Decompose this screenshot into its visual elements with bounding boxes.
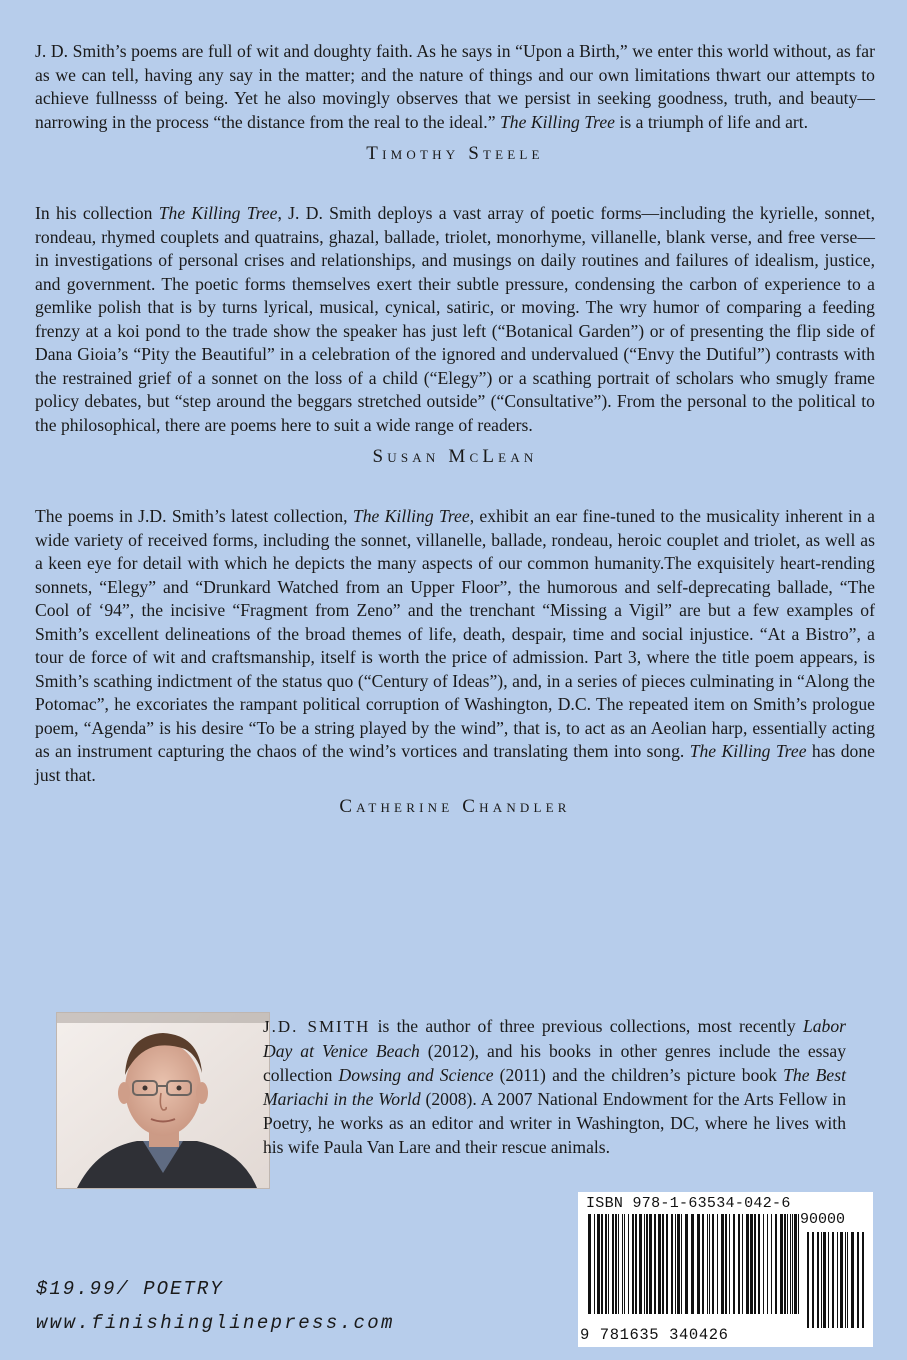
author-name: J.D. SMITH: [263, 1017, 371, 1036]
barcode-bar: [671, 1214, 673, 1314]
barcode-bar: [754, 1214, 756, 1314]
book-title: The Killing Tree: [689, 741, 807, 761]
barcode-bar: [758, 1214, 760, 1314]
barcode-bar: [709, 1214, 710, 1314]
barcode-bar: [721, 1214, 724, 1314]
barcode-bar: [612, 1214, 614, 1314]
book-title: Dowsing and Science: [338, 1065, 494, 1085]
book-title: The Killing Tree: [352, 506, 470, 526]
attribution-steele: Timothy Steele: [366, 143, 544, 164]
attribution-mclean: Susan McLean: [372, 446, 538, 467]
barcode-bar: [784, 1214, 786, 1314]
barcode-bar: [615, 1214, 617, 1314]
barcode-bars: [586, 1214, 801, 1314]
barcode-bar: [840, 1232, 843, 1328]
barcode-bar: [780, 1214, 783, 1314]
barcode-bar: [677, 1214, 680, 1314]
author-bio: [263, 1014, 846, 1159]
barcode-bar: [823, 1232, 826, 1328]
barcode-bar: [624, 1214, 625, 1314]
barcode-bar: [775, 1214, 777, 1314]
barcode-bar: [787, 1214, 788, 1314]
barcode-bar: [666, 1214, 668, 1314]
barcode-bar: [662, 1214, 664, 1314]
barcode-bar: [654, 1214, 656, 1314]
barcode-bar: [845, 1232, 846, 1328]
barcode-bar: [847, 1232, 848, 1328]
author-bio-text: is the author of three previous collections, most recently Labor Day at Venice Beach (2012), and his books in other genres include the essay collection Dowsing and Science (2011) and the children’s picture book The Best Mariachi in the World (2008). A 2007 National Endowment for the Arts Fellow in Poetry, he works as an editor and writer in Washington, DC, where he lives with his wife Paula Van Lare and their rescue animals.: [263, 1016, 846, 1157]
barcode-bar: [750, 1214, 753, 1314]
barcode-bar: [697, 1214, 700, 1314]
barcode-bar: [746, 1214, 749, 1314]
barcode-bar: [733, 1214, 735, 1314]
barcode-bar: [771, 1214, 772, 1314]
barcode-bar: [681, 1214, 682, 1314]
barcode-bar: [725, 1214, 727, 1314]
blurb-steele: J. D. Smith’s poems are full of wit and doughty faith. As he says in “Upon a Birth,” we enter this world without, as far as we can tell, having any say in the matter; and the nature of things and our own limitations thwart our attempts to achieve fullnesss of being. Yet he also movingly observes that we persist in seeking goodness, truth, and beauty—narrowing in the process “the distance from the real to the ideal.” The Killing Tree is a triumph of life and art.: [35, 41, 875, 132]
book-title: Labor Day at Venice Beach: [263, 1016, 846, 1061]
barcode-price-code: 90000: [800, 1211, 846, 1228]
barcode-bar: [729, 1214, 730, 1314]
barcode-bar: [644, 1214, 645, 1314]
barcode-bar: [649, 1214, 652, 1314]
author-photo: [56, 1012, 270, 1189]
blurbs-section: [35, 40, 875, 819]
barcode-bar: [738, 1214, 740, 1314]
barcode-bar: [608, 1214, 609, 1314]
barcode-bar: [588, 1214, 591, 1314]
barcode-bar: [792, 1214, 793, 1314]
book-title: The Killing Tree: [499, 111, 615, 132]
barcode-bar: [597, 1214, 600, 1314]
barcode-bar: [717, 1214, 718, 1314]
barcode-bar: [812, 1232, 814, 1328]
isbn-barcode: [578, 1192, 873, 1347]
price-genre: $19.99/ POETRY: [36, 1278, 224, 1300]
barcode-bar: [798, 1214, 799, 1314]
barcode-bar: [628, 1214, 629, 1314]
barcode-bar: [646, 1214, 648, 1314]
barcode-bar: [862, 1232, 864, 1328]
barcode-bar: [635, 1214, 637, 1314]
barcode-addon-bars: [805, 1232, 867, 1328]
barcode-bar: [658, 1214, 661, 1314]
barcode-bar: [605, 1214, 607, 1314]
barcode-bar: [675, 1214, 676, 1314]
barcode-bar: [767, 1214, 768, 1314]
attribution-chandler: Catherine Chandler: [339, 796, 571, 817]
barcode-bar: [837, 1232, 838, 1328]
barcode-bar: [632, 1214, 634, 1314]
book-title: The Killing Tree: [158, 203, 278, 223]
barcode-bar: [794, 1214, 797, 1314]
barcode-bar: [857, 1232, 859, 1328]
author-portrait-illustration: [57, 1013, 269, 1188]
barcode-bar: [618, 1214, 619, 1314]
barcode-bar: [685, 1214, 688, 1314]
barcode-bar: [712, 1214, 714, 1314]
barcode-bar: [702, 1214, 704, 1314]
barcode-bar: [807, 1232, 809, 1328]
publisher-url: www.finishinglinepress.com: [36, 1312, 395, 1334]
barcode-bar: [828, 1232, 829, 1328]
isbn-label: ISBN 978-1-63534-042-6: [586, 1195, 791, 1212]
barcode-bar: [790, 1214, 791, 1314]
barcode-bar: [851, 1232, 854, 1328]
book-title: The Best Mariachi in the World: [263, 1065, 846, 1109]
barcode-bar: [639, 1214, 642, 1314]
barcode-bar: [707, 1214, 708, 1314]
barcode-bar: [594, 1214, 595, 1314]
blurb-mclean: In his collection The Killing Tree, J. D. Smith deploys a vast array of poetic forms—including the kyrielle, sonnet, rondeau, rhymed couplets and quatrains, ghazal, ballade, triolet, monorhyme, villanelle, blank verse, and free verse—in investigations of personal crises and relationships, and musings on daily routines and failures of idealism, justice, and government. The poetic forms themselves exert their subtle pressure, condensing the carbon of experience to a gemlike polish that is by turns lyrical, musical, cynical, satiric, or moving. The wry humor of comparing a feeding frenzy at a koi pond to the trade show the speaker has just left (“Botanical Garden”) or of presenting the flip side of Dana Gioia’s “Pity the Beautiful” in a celebration of the ignored and undervalued (“Envy the Dutiful”) contrasts with the restrained grief of a sonnet on the loss of a child (“Elegy”) or a scathing portrait of scholars who smugly frame policy debates, but “step around the beggars stretched outside” (“Consultative”). From the personal to the political to the philosophical, there are poems here to suit a wide range of readers.: [35, 203, 875, 435]
barcode-bar: [832, 1232, 834, 1328]
author-bio-section: [35, 1012, 875, 1192]
blurb-chandler: The poems in J.D. Smith’s latest collection, The Killing Tree, exhibit an ear fine-tuned to the musicality inherent in a wide variety of received forms, including the sonnet, villanelle, ballade, rondeau, heroic couplet and triolet, as well as a keen eye for detail with which he depicts the many aspects of our common humanity.The exquisitely heart-rending sonnets, “Elegy” and “Drunkard Watched from an Upper Floor”, the humorous and self-deprecating ballade, “The Cool of ‘94”, the incisive “Fragment from Zeno” and the trenchant “Missing a Vigil” are but a few examples of Smith’s excellent delineations of the broad themes of life, death, despair, time and social injustice. “At a Bistro”, a tour de force of wit and craftsmanship, itself is worth the price of admission. Part 3, where the title poem appears, is Smith’s scathing indictment of the status quo (“Century of Ideas”), and, in a series of pieces culminating in “Along the Potomac”, he excoriates the rampant political corruption of Washington, D.C. The repeated item on Smith’s prologue poem, “Agenda” is his desire “To be a string played by the wind”, that is, to act as an Aeolian harp, essentially acting as an instrument capturing the chaos of the wind’s vortices and translating them into song. The Killing Tree has done just that.: [35, 506, 876, 785]
barcode-bar: [691, 1214, 694, 1314]
barcode-bar: [601, 1214, 603, 1314]
barcode-bar: [817, 1232, 819, 1328]
barcode-bar: [622, 1214, 623, 1314]
barcode-digits: 9 781635 340426: [580, 1326, 729, 1344]
barcode-bar: [821, 1232, 822, 1328]
barcode-bar: [763, 1214, 764, 1314]
barcode-bar: [742, 1214, 743, 1314]
